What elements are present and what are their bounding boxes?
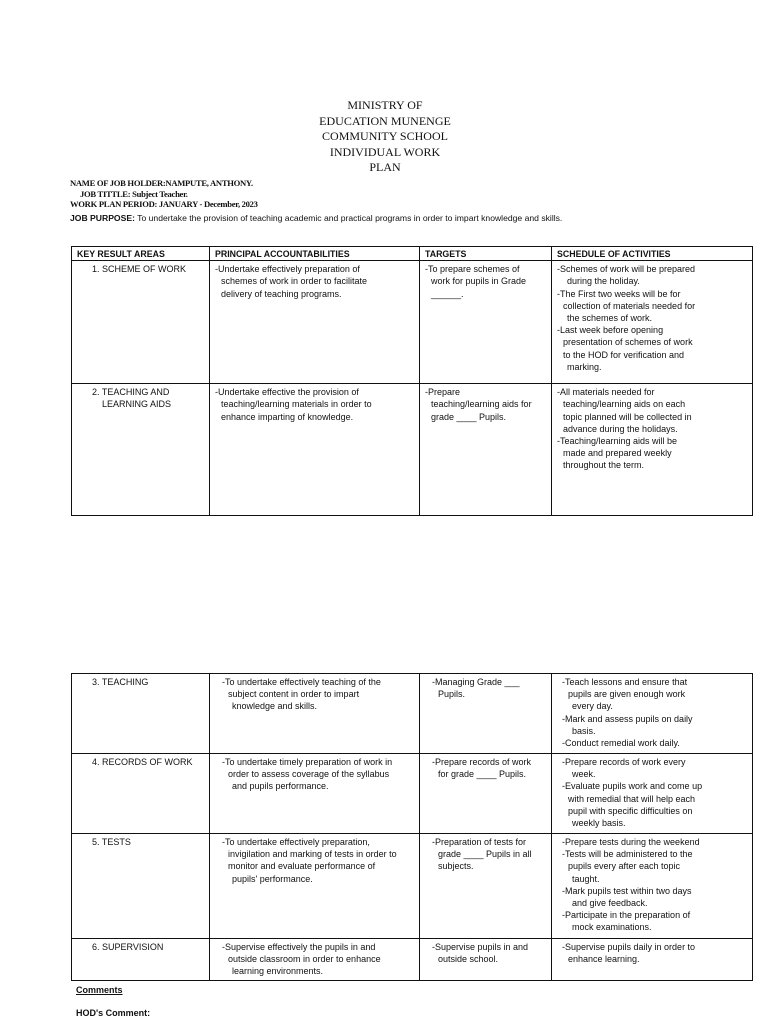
cell-line: presentation of schemes of work [563, 337, 693, 348]
cell-line: -Evaluate pupils work and come up [562, 781, 703, 792]
cell-line: marking. [567, 361, 602, 372]
cell-line: -Teach lessons and ensure that [562, 677, 688, 687]
cell-line: -All materials needed for [557, 387, 655, 398]
work-plan-table-part1 [71, 246, 753, 516]
cell-line: -Supervise pupils in and [432, 942, 529, 952]
cell-line: to the HOD for verification and [563, 349, 685, 360]
cell-line: for grade ____ Pupils. [438, 769, 527, 780]
cell-line: -Tests will be administered to the [562, 849, 693, 860]
cell-line: schemes of work in order to facilitate [221, 276, 368, 287]
header-key-result-areas: KEY RESULT AREAS [72, 247, 210, 261]
cell-line: weekly basis. [572, 818, 626, 829]
targets-cell [420, 261, 552, 384]
document-heading [300, 98, 470, 176]
accountability-cell [210, 939, 420, 981]
cell-line: basis. [572, 725, 596, 736]
cell-line: topic planned will be collected in [563, 411, 692, 422]
cell-line: -Teaching/learning aids will be [557, 436, 678, 447]
cell-line: throughout the term. [563, 460, 645, 471]
heading-line: INDIVIDUAL WORK [329, 144, 441, 159]
activities-cell [552, 261, 753, 384]
kra-cell [72, 674, 210, 754]
accountability-cell [210, 834, 420, 939]
job-title: JOB TITTLE: Subject Teacher. [80, 189, 188, 199]
targets-cell [420, 674, 552, 754]
cell-line: and pupils performance. [232, 781, 329, 792]
cell-line: made and prepared weekly [563, 448, 672, 459]
cell-line: 6. SUPERVISION [92, 942, 164, 952]
cell-line: -Conduct remedial work daily. [562, 738, 680, 749]
heading-line: MINISTRY OF [347, 98, 423, 112]
comments-label: Comments [76, 985, 123, 995]
cell-line: -To undertake effectively teaching of the [222, 677, 381, 687]
cell-line: mock examinations. [572, 922, 652, 933]
kra-cell [72, 261, 210, 384]
cell-line: -Undertake effectively preparation of [215, 264, 360, 275]
cell-line: knowledge and skills. [232, 701, 318, 712]
cell-line: -Undertake effective the provision of [215, 387, 359, 398]
work-plan-period: WORK PLAN PERIOD: JANUARY - December, 2023 [70, 199, 258, 209]
targets-cell [420, 754, 552, 834]
cell-line: -The First two weeks will be for [557, 288, 681, 299]
cell-line: learning environments. [232, 966, 324, 977]
activities-cell [552, 674, 753, 754]
cell-line: every day. [572, 701, 613, 712]
cell-line: pupils every after each topic [568, 861, 681, 872]
cell-line: collection of materials needed for [563, 300, 696, 311]
table-row [72, 261, 753, 384]
job-holder-name: NAME OF JOB HOLDER:NAMPUTE, ANTHONY. [70, 178, 253, 188]
table-row [72, 384, 753, 516]
accountability-cell [210, 261, 420, 384]
job-purpose [70, 213, 562, 223]
cell-line: -Last week before opening [557, 325, 664, 336]
heading-line: PLAN [369, 160, 401, 174]
activities-cell [552, 834, 753, 939]
cell-line: teaching/learning materials in order to [221, 399, 372, 410]
cell-line: grade ____ Pupils in all [438, 849, 532, 860]
cell-line: pupil with specific difficulties on [568, 805, 693, 816]
targets-cell [420, 834, 552, 939]
cell-line: -To undertake timely preparation of work in [222, 757, 393, 767]
cell-line: outside school. [438, 954, 499, 965]
table-row [72, 834, 753, 939]
cell-line: teaching/learning aids for [431, 399, 532, 410]
kra-cell [72, 754, 210, 834]
cell-line: grade ____ Pupils. [431, 411, 507, 422]
cell-line: 4. RECORDS OF WORK [92, 757, 193, 767]
kra-cell [72, 834, 210, 939]
table-row [72, 674, 753, 754]
heading-line: COMMUNITY SCHOOL [322, 129, 448, 143]
cell-line: and give feedback. [572, 898, 648, 909]
table-row [72, 754, 753, 834]
targets-cell [420, 384, 552, 516]
cell-line: outside classroom in order to enhance [228, 954, 381, 965]
cell-line: monitor and evaluate performance of [228, 861, 376, 872]
cell-line: -Prepare [425, 387, 461, 398]
activities-cell [552, 754, 753, 834]
cell-line: -Preparation of tests for [432, 837, 527, 847]
cell-line: ______. [431, 288, 464, 299]
cell-line: 2. TEACHING AND [92, 387, 170, 398]
cell-line: delivery of teaching programs. [221, 288, 342, 299]
accountability-cell [210, 674, 420, 754]
table-header-row [72, 247, 753, 261]
cell-line: week. [572, 769, 596, 780]
cell-line: -Prepare records of work [432, 757, 532, 767]
cell-line: the schemes of work. [567, 313, 653, 324]
cell-line: enhance learning. [568, 954, 640, 965]
cell-line: pupils are given enough work [568, 689, 686, 700]
header-targets: TARGETS [420, 247, 552, 261]
cell-line: -Participate in the preparation of [562, 910, 691, 921]
table-row [72, 939, 753, 981]
cell-line: subjects. [438, 861, 474, 872]
cell-line: -Managing Grade ___ [432, 677, 520, 687]
cell-line: with remedial that will help each [568, 793, 696, 804]
cell-line: pupils' performance. [232, 873, 313, 884]
cell-line: advance during the holidays. [563, 423, 678, 434]
cell-line: 3. TEACHING [92, 677, 149, 687]
cell-line: invigilation and marking of tests in order to [228, 849, 397, 860]
accountability-cell [210, 384, 420, 516]
cell-line: 1. SCHEME OF WORK [92, 264, 187, 275]
job-purpose-label: JOB PURPOSE: [70, 213, 135, 223]
activities-cell [552, 939, 753, 981]
cell-line: -Mark pupils test within two days [562, 885, 692, 896]
cell-line: work for pupils in Grade [431, 276, 527, 287]
cell-line: during the holiday. [567, 276, 640, 287]
cell-line: taught. [572, 873, 600, 884]
header-schedule-of-activities: SCHEDULE OF ACTIVITIES [552, 247, 753, 261]
cell-line: -Schemes of work will be prepared [557, 264, 696, 275]
cell-line: -Mark and assess pupils on daily [562, 713, 693, 724]
kra-cell [72, 384, 210, 516]
cell-line: -Supervise pupils daily in order to [562, 942, 696, 952]
heading-line: EDUCATION MUNENGE [319, 113, 451, 128]
cell-line: LEARNING AIDS [102, 399, 172, 410]
cell-line: 5. TESTS [92, 837, 131, 847]
cell-line: -Prepare records of work every [562, 757, 686, 767]
cell-line: -Prepare tests during the weekend [562, 837, 700, 847]
job-purpose-text: To undertake the provision of teaching academic and practical programs in order to impart knowledge and skills. [134, 213, 563, 223]
kra-cell [72, 939, 210, 981]
cell-line: -To undertake effectively preparation, [222, 837, 370, 847]
cell-line: teaching/learning aids on each [563, 399, 686, 410]
cell-line: enhance imparting of knowledge. [221, 411, 354, 422]
targets-cell [420, 939, 552, 981]
cell-line: -Supervise effectively the pupils in and [222, 942, 376, 952]
work-plan-table-part2 [71, 673, 753, 981]
header-principal-accountabilities: PRINCIPAL ACCOUNTABILITIES [210, 247, 420, 261]
accountability-cell [210, 754, 420, 834]
activities-cell [552, 384, 753, 516]
hod-comment-label: HOD's Comment: [76, 1008, 151, 1018]
cell-line: -To prepare schemes of [425, 264, 520, 275]
cell-line: subject content in order to impart [228, 689, 360, 700]
cell-line: order to assess coverage of the syllabus [228, 769, 390, 780]
cell-line: Pupils. [438, 689, 466, 700]
